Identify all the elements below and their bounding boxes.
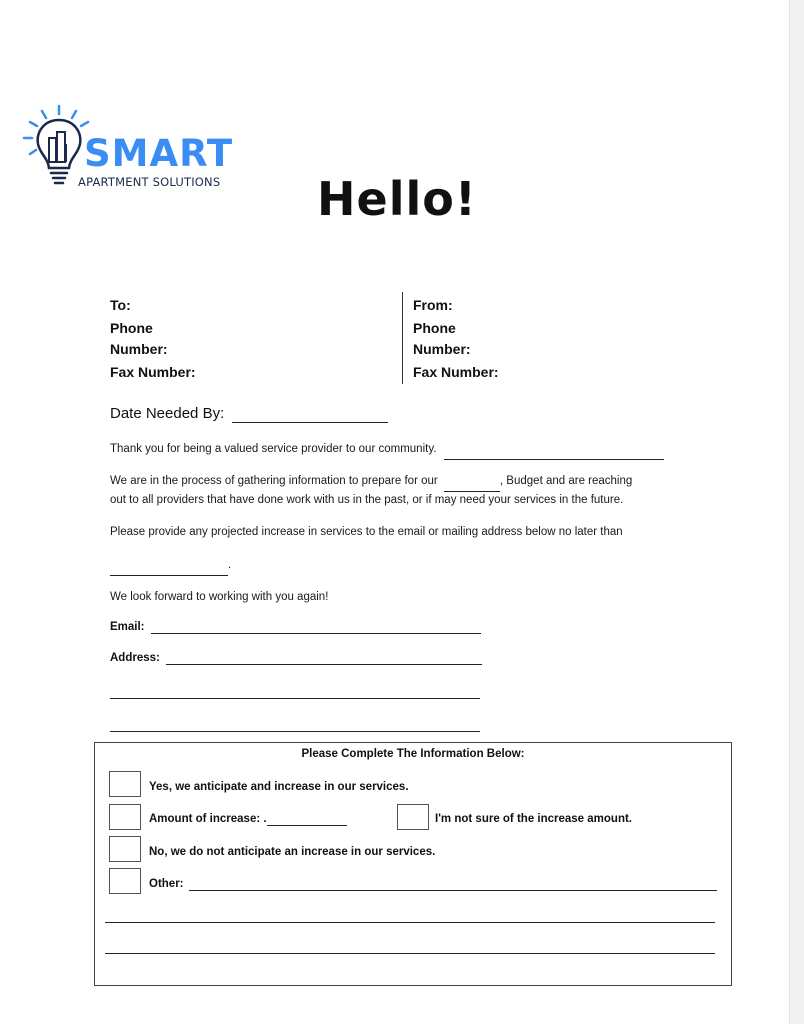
from-phone-label-2: Number: — [413, 341, 471, 357]
to-phone-label-2: Number: — [110, 341, 168, 357]
to-label: To: — [110, 297, 131, 313]
gathering-text-a: We are in the process of gathering information to prepare for our — [110, 475, 438, 487]
other-checkbox[interactable] — [109, 868, 141, 894]
date-needed-field[interactable] — [232, 405, 388, 423]
thanks-paragraph — [110, 440, 664, 460]
gathering-text-b: , Budget and are reaching — [499, 475, 633, 487]
email-label: Email: — [110, 621, 145, 633]
page-edge — [789, 0, 804, 1024]
email-row — [110, 621, 481, 634]
amount-option-label: Amount of increase: . — [149, 813, 267, 825]
from-fax-label: Fax Number: — [413, 364, 499, 380]
other-line-3[interactable] — [105, 953, 715, 954]
no-option-label: No, we do not anticipate an increase in our services. — [149, 846, 436, 858]
from-phone-label-1: Phone — [413, 320, 456, 336]
address-label: Address: — [110, 652, 160, 664]
date-needed-row — [110, 405, 388, 423]
look-forward-text: We look forward to working with you again! — [110, 591, 329, 603]
from-label: From: — [413, 297, 453, 313]
page-title: Hello! — [317, 172, 477, 226]
address-row — [110, 652, 482, 665]
gathering-paragraph-line1 — [110, 472, 632, 492]
email-field[interactable] — [151, 621, 481, 634]
community-name-field[interactable] — [444, 440, 664, 460]
gathering-paragraph-line2: out to all providers that have done work with us in the past, or if may need your services in the future. — [110, 494, 624, 506]
address-field[interactable] — [166, 652, 482, 665]
logo — [22, 104, 252, 196]
no-checkbox[interactable] — [109, 836, 141, 862]
logo-wordmark: SMART — [84, 132, 234, 175]
header-divider — [402, 292, 403, 384]
thanks-text: Thank you for being a valued service provider to our community. — [110, 443, 437, 455]
amount-field[interactable] — [267, 813, 347, 826]
amount-checkbox[interactable] — [109, 804, 141, 830]
budget-year-field[interactable] — [444, 472, 500, 492]
deadline-field[interactable] — [110, 556, 228, 576]
yes-checkbox[interactable] — [109, 771, 141, 797]
other-line-2[interactable] — [105, 922, 715, 923]
address-line-3[interactable] — [110, 731, 480, 732]
deadline-row — [110, 556, 231, 576]
address-line-2[interactable] — [110, 698, 480, 699]
date-needed-label: Date Needed By: — [110, 405, 225, 422]
logo-tagline: APARTMENT SOLUTIONS — [78, 175, 221, 189]
yes-option-label: Yes, we anticipate and increase in our services. — [149, 781, 409, 793]
projected-paragraph: Please provide any projected increase in services to the email or mailing address below no later than — [110, 526, 623, 538]
amount-option-row — [149, 813, 347, 826]
not-sure-option-label: I'm not sure of the increase amount. — [435, 813, 632, 825]
not-sure-checkbox[interactable] — [397, 804, 429, 830]
to-phone-label-1: Phone — [110, 320, 153, 336]
other-option-row — [149, 878, 717, 891]
response-box-title: Please Complete The Information Below: — [301, 748, 525, 760]
to-fax-label: Fax Number: — [110, 364, 196, 380]
deadline-period: . — [228, 559, 232, 571]
response-box — [94, 742, 732, 986]
other-option-label: Other: — [149, 878, 184, 890]
other-field[interactable] — [189, 878, 717, 891]
